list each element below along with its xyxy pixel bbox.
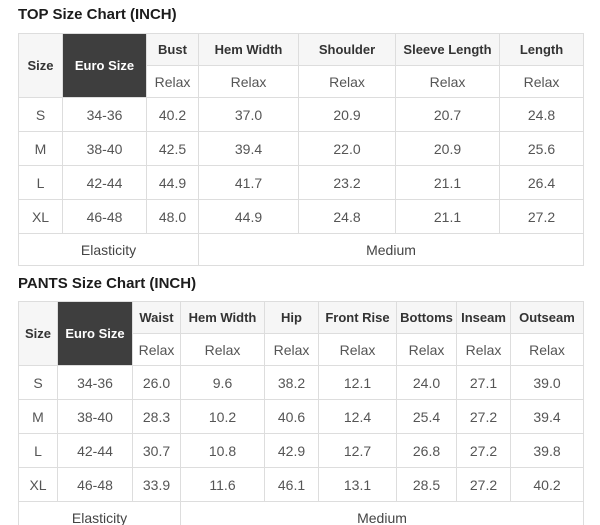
fit-cell: Relax bbox=[457, 334, 511, 366]
measure-value-cell: 26.8 bbox=[397, 434, 457, 468]
column-header-hem-width: Hem Width bbox=[199, 34, 299, 66]
measure-value-cell: 22.0 bbox=[299, 132, 396, 166]
elasticity-label-cell: Elasticity bbox=[19, 234, 199, 266]
measure-value-cell: 26.0 bbox=[133, 366, 181, 400]
measure-value-cell: 46.1 bbox=[265, 468, 319, 502]
size-cell: L bbox=[19, 434, 58, 468]
column-header-waist: Waist bbox=[133, 302, 181, 334]
size-cell: S bbox=[19, 366, 58, 400]
euro-size-highlight-cell bbox=[58, 302, 133, 366]
pants-row-xl bbox=[19, 468, 584, 502]
euro-size-label: Euro Size bbox=[74, 58, 135, 73]
column-header-inseam: Inseam bbox=[457, 302, 511, 334]
measure-value-cell: 26.4 bbox=[500, 166, 584, 200]
top-euro-size-column-header bbox=[63, 34, 147, 98]
size-cell: L bbox=[19, 166, 63, 200]
measure-value-cell: 28.3 bbox=[133, 400, 181, 434]
euro-size-cell: 34-36 bbox=[63, 98, 147, 132]
fit-cell: Relax bbox=[511, 334, 584, 366]
pants-chart-title: PANTS Size Chart (INCH) bbox=[18, 275, 197, 292]
pants-row-m bbox=[19, 400, 584, 434]
euro-size-label: Euro Size bbox=[65, 326, 125, 341]
pants-row-l bbox=[19, 434, 584, 468]
measure-value-cell: 20.9 bbox=[299, 98, 396, 132]
column-header-bust: Bust bbox=[147, 34, 199, 66]
elasticity-label-cell: Elasticity bbox=[19, 502, 181, 525]
column-header-front-rise: Front Rise bbox=[319, 302, 397, 334]
fit-cell: Relax bbox=[181, 334, 265, 366]
fit-cell: Relax bbox=[199, 66, 299, 98]
measure-value-cell: 25.6 bbox=[500, 132, 584, 166]
fit-cell: Relax bbox=[265, 334, 319, 366]
top-elasticity-row bbox=[19, 234, 584, 266]
elasticity-value-cell: Medium bbox=[199, 234, 584, 266]
pants-euro-size-column-header bbox=[58, 302, 133, 366]
column-header-length: Length bbox=[500, 34, 584, 66]
measure-value-cell: 24.8 bbox=[299, 200, 396, 234]
measure-value-cell: 44.9 bbox=[199, 200, 299, 234]
measure-value-cell: 41.7 bbox=[199, 166, 299, 200]
fit-cell: Relax bbox=[319, 334, 397, 366]
pants-row-s bbox=[19, 366, 584, 400]
column-header-bottoms: Bottoms bbox=[397, 302, 457, 334]
pants-size-table bbox=[18, 301, 584, 525]
size-cell: M bbox=[19, 132, 63, 166]
euro-size-cell: 42-44 bbox=[63, 166, 147, 200]
measure-value-cell: 23.2 bbox=[299, 166, 396, 200]
top-chart-title: TOP Size Chart (INCH) bbox=[18, 6, 177, 23]
euro-size-cell: 42-44 bbox=[58, 434, 133, 468]
measure-value-cell: 27.1 bbox=[457, 366, 511, 400]
measure-value-cell: 37.0 bbox=[199, 98, 299, 132]
column-header-outseam: Outseam bbox=[511, 302, 584, 334]
measure-value-cell: 11.6 bbox=[181, 468, 265, 502]
measure-value-cell: 39.4 bbox=[199, 132, 299, 166]
euro-size-cell: 38-40 bbox=[58, 400, 133, 434]
measure-value-cell: 44.9 bbox=[147, 166, 199, 200]
measure-value-cell: 10.8 bbox=[181, 434, 265, 468]
pants-header-row-measures bbox=[19, 302, 584, 334]
measure-value-cell: 12.4 bbox=[319, 400, 397, 434]
fit-cell: Relax bbox=[147, 66, 199, 98]
measure-value-cell: 39.8 bbox=[511, 434, 584, 468]
measure-value-cell: 12.7 bbox=[319, 434, 397, 468]
elasticity-value-cell: Medium bbox=[181, 502, 584, 525]
measure-value-cell: 9.6 bbox=[181, 366, 265, 400]
top-header-row-measures bbox=[19, 34, 584, 66]
pants-size-chart-section bbox=[18, 275, 600, 525]
column-header-sleeve-length: Sleeve Length bbox=[396, 34, 500, 66]
measure-value-cell: 33.9 bbox=[133, 468, 181, 502]
pants-elasticity-row bbox=[19, 502, 584, 525]
euro-size-cell: 34-36 bbox=[58, 366, 133, 400]
euro-size-cell: 38-40 bbox=[63, 132, 147, 166]
top-row-l bbox=[19, 166, 584, 200]
fit-cell: Relax bbox=[133, 334, 181, 366]
measure-value-cell: 40.2 bbox=[511, 468, 584, 502]
size-cell: S bbox=[19, 98, 63, 132]
measure-value-cell: 24.8 bbox=[500, 98, 584, 132]
pants-size-column-header: Size bbox=[19, 302, 58, 366]
size-cell: XL bbox=[19, 200, 63, 234]
measure-value-cell: 39.0 bbox=[511, 366, 584, 400]
measure-value-cell: 28.5 bbox=[397, 468, 457, 502]
measure-value-cell: 42.5 bbox=[147, 132, 199, 166]
euro-size-cell: 46-48 bbox=[63, 200, 147, 234]
measure-value-cell: 20.7 bbox=[396, 98, 500, 132]
size-cell: M bbox=[19, 400, 58, 434]
measure-value-cell: 27.2 bbox=[500, 200, 584, 234]
measure-value-cell: 40.2 bbox=[147, 98, 199, 132]
top-row-s bbox=[19, 98, 584, 132]
measure-value-cell: 38.2 bbox=[265, 366, 319, 400]
column-header-hip: Hip bbox=[265, 302, 319, 334]
measure-value-cell: 10.2 bbox=[181, 400, 265, 434]
measure-value-cell: 48.0 bbox=[147, 200, 199, 234]
measure-value-cell: 39.4 bbox=[511, 400, 584, 434]
top-row-m bbox=[19, 132, 584, 166]
fit-cell: Relax bbox=[500, 66, 584, 98]
measure-value-cell: 21.1 bbox=[396, 200, 500, 234]
fit-cell: Relax bbox=[299, 66, 396, 98]
top-size-column-header: Size bbox=[19, 34, 63, 98]
column-header-hem-width: Hem Width bbox=[181, 302, 265, 334]
measure-value-cell: 13.1 bbox=[319, 468, 397, 502]
measure-value-cell: 21.1 bbox=[396, 166, 500, 200]
top-size-chart-section bbox=[18, 6, 600, 266]
measure-value-cell: 30.7 bbox=[133, 434, 181, 468]
measure-value-cell: 27.2 bbox=[457, 434, 511, 468]
top-row-xl bbox=[19, 200, 584, 234]
euro-size-highlight-cell bbox=[63, 34, 147, 98]
measure-value-cell: 40.6 bbox=[265, 400, 319, 434]
measure-value-cell: 20.9 bbox=[396, 132, 500, 166]
measure-value-cell: 27.2 bbox=[457, 400, 511, 434]
measure-value-cell: 42.9 bbox=[265, 434, 319, 468]
size-cell: XL bbox=[19, 468, 58, 502]
measure-value-cell: 24.0 bbox=[397, 366, 457, 400]
fit-cell: Relax bbox=[396, 66, 500, 98]
measure-value-cell: 27.2 bbox=[457, 468, 511, 502]
fit-cell: Relax bbox=[397, 334, 457, 366]
measure-value-cell: 25.4 bbox=[397, 400, 457, 434]
column-header-shoulder: Shoulder bbox=[299, 34, 396, 66]
measure-value-cell: 12.1 bbox=[319, 366, 397, 400]
euro-size-cell: 46-48 bbox=[58, 468, 133, 502]
top-size-table bbox=[18, 33, 584, 266]
